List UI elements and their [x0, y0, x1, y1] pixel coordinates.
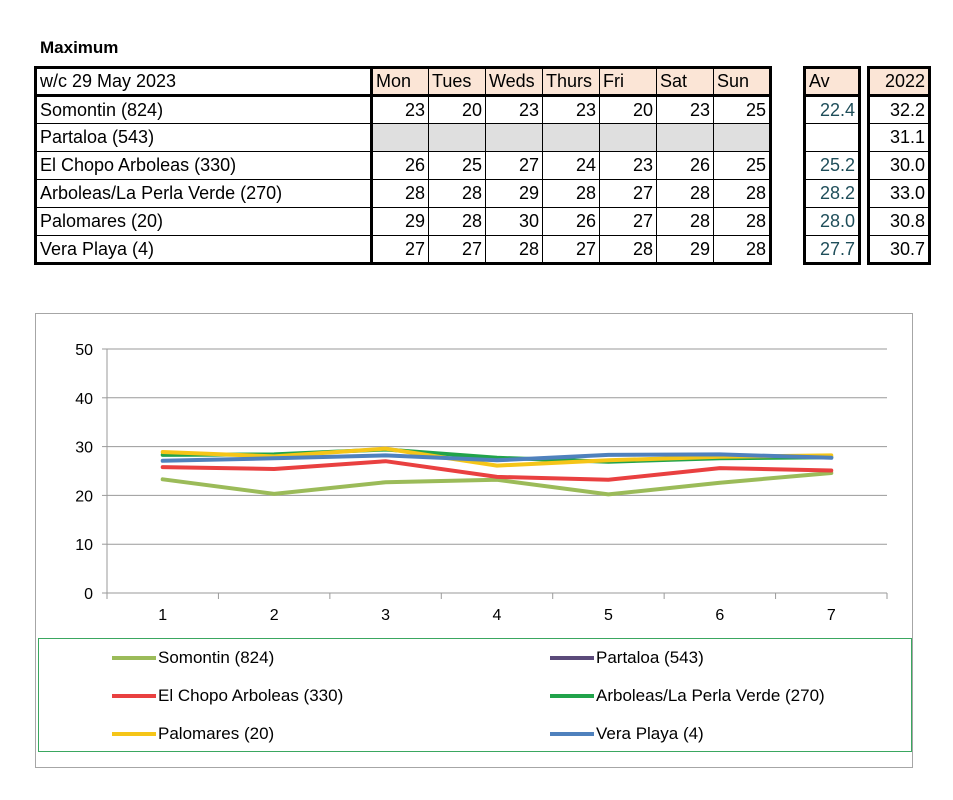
av-cell	[805, 124, 860, 152]
value-cell: 26	[372, 152, 429, 180]
line-chart	[36, 314, 912, 636]
legend-item	[112, 723, 274, 745]
legend-item	[112, 685, 343, 707]
day-header-mon: Mon	[372, 68, 429, 96]
value-cell: 28	[543, 180, 600, 208]
value-cell: 23	[486, 96, 543, 124]
year-header: 2022	[869, 68, 930, 96]
x-tick-label: 4	[492, 607, 502, 624]
station-name: Palomares (20)	[36, 208, 372, 236]
x-tick-label: 7	[826, 607, 836, 624]
av-cell: 25.2	[805, 152, 860, 180]
table-row	[36, 152, 771, 180]
legend-swatch	[550, 656, 594, 660]
value-cell: 23	[543, 96, 600, 124]
value-cell: 28	[429, 180, 486, 208]
year-2022-table	[867, 66, 931, 265]
legend-label: Partaloa (543)	[596, 648, 704, 667]
chart-area	[35, 313, 913, 768]
day-header-sat: Sat	[657, 68, 714, 96]
table-row	[36, 236, 771, 264]
legend-label: Vera Playa (4)	[596, 724, 704, 743]
y-tick-label: 30	[75, 439, 93, 457]
station-name: Vera Playa (4)	[36, 236, 372, 264]
legend-item	[550, 647, 704, 669]
av-header: Av	[805, 68, 860, 96]
average-table	[803, 66, 861, 265]
value-cell: 29	[657, 236, 714, 264]
y-tick-label: 0	[84, 586, 93, 603]
x-tick-label: 2	[269, 607, 279, 624]
value-cell: 25	[714, 152, 771, 180]
empty-cell	[543, 124, 600, 152]
table-row	[36, 208, 771, 236]
x-tick-label: 6	[715, 607, 725, 624]
day-header-weds: Weds	[486, 68, 543, 96]
legend-swatch	[550, 732, 594, 736]
year-cell: 30.8	[869, 208, 930, 236]
table-row	[36, 124, 771, 152]
day-header-fri: Fri	[600, 68, 657, 96]
empty-cell	[714, 124, 771, 152]
x-tick-label: 3	[381, 607, 391, 624]
station-name: Arboleas/La Perla Verde (270)	[36, 180, 372, 208]
value-cell: 26	[657, 152, 714, 180]
station-name: Somontin (824)	[36, 96, 372, 124]
x-tick-label: 5	[603, 607, 613, 624]
legend-item	[112, 647, 274, 669]
value-cell: 24	[543, 152, 600, 180]
value-cell: 27	[429, 236, 486, 264]
chart-legend	[38, 638, 912, 752]
x-tick-label: 1	[158, 607, 168, 624]
value-cell: 30	[486, 208, 543, 236]
value-cell: 28	[600, 236, 657, 264]
y-tick-label: 10	[75, 537, 93, 555]
value-cell: 28	[714, 180, 771, 208]
value-cell: 29	[486, 180, 543, 208]
legend-item	[550, 685, 825, 707]
value-cell: 28	[657, 180, 714, 208]
value-cell: 28	[486, 236, 543, 264]
year-cell: 33.0	[869, 180, 930, 208]
value-cell: 26	[543, 208, 600, 236]
legend-swatch	[112, 694, 156, 698]
table-row	[36, 96, 771, 124]
value-cell: 28	[429, 208, 486, 236]
av-cell: 22.4	[805, 96, 860, 124]
value-cell: 28	[372, 180, 429, 208]
av-cell: 28.2	[805, 180, 860, 208]
year-cell: 30.7	[869, 236, 930, 264]
year-cell: 32.2	[869, 96, 930, 124]
weekly-max-table	[34, 66, 772, 265]
empty-cell	[657, 124, 714, 152]
empty-cell	[372, 124, 429, 152]
legend-swatch	[112, 656, 156, 660]
value-cell: 27	[372, 236, 429, 264]
table-header-row	[36, 68, 771, 96]
legend-label: El Chopo Arboleas (330)	[158, 686, 344, 705]
value-cell: 20	[600, 96, 657, 124]
day-header-thurs: Thurs	[543, 68, 600, 96]
year-cell: 30.0	[869, 152, 930, 180]
value-cell: 23	[372, 96, 429, 124]
empty-cell	[600, 124, 657, 152]
value-cell: 23	[600, 152, 657, 180]
y-tick-label: 50	[75, 342, 93, 359]
week-label: w/c 29 May 2023	[36, 68, 372, 96]
av-cell: 28.0	[805, 208, 860, 236]
day-header-sun: Sun	[714, 68, 771, 96]
legend-item	[550, 723, 704, 745]
value-cell: 25	[429, 152, 486, 180]
legend-swatch	[112, 732, 156, 736]
day-header-tues: Tues	[429, 68, 486, 96]
value-cell: 27	[486, 152, 543, 180]
value-cell: 28	[714, 236, 771, 264]
legend-label: Palomares (20)	[158, 724, 275, 743]
station-name: El Chopo Arboleas (330)	[36, 152, 372, 180]
empty-cell	[486, 124, 543, 152]
value-cell: 25	[714, 96, 771, 124]
value-cell: 20	[429, 96, 486, 124]
value-cell: 23	[657, 96, 714, 124]
station-name: Partaloa (543)	[36, 124, 372, 152]
legend-swatch	[550, 694, 594, 698]
y-tick-label: 20	[75, 488, 93, 506]
y-tick-label: 40	[75, 390, 93, 408]
empty-cell	[429, 124, 486, 152]
av-cell: 27.7	[805, 236, 860, 264]
value-cell: 28	[657, 208, 714, 236]
value-cell: 29	[372, 208, 429, 236]
value-cell: 27	[543, 236, 600, 264]
value-cell: 28	[714, 208, 771, 236]
value-cell: 27	[600, 180, 657, 208]
legend-label: Somontin (824)	[158, 648, 275, 667]
value-cell: 27	[600, 208, 657, 236]
table-heading: Maximum	[40, 38, 119, 57]
table-row	[36, 180, 771, 208]
year-cell: 31.1	[869, 124, 930, 152]
legend-label: Arboleas/La Perla Verde (270)	[596, 686, 825, 705]
